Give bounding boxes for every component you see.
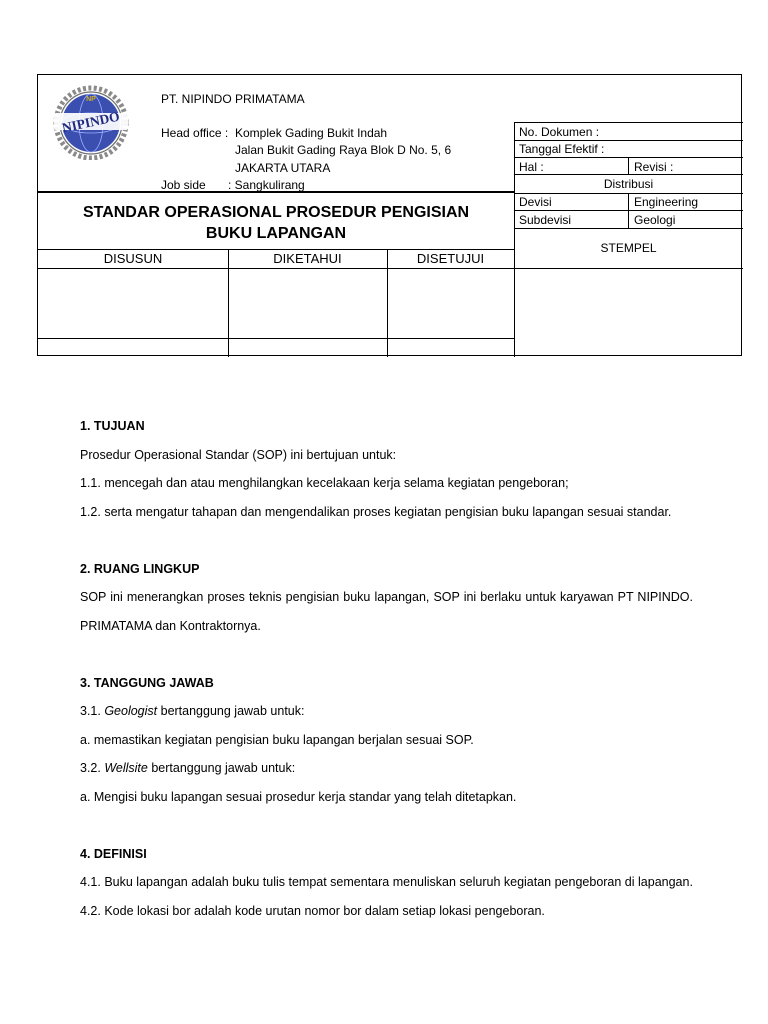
info-col-divider-1 (628, 157, 629, 174)
job-site-label: Job side (161, 178, 206, 192)
document-title (38, 202, 514, 244)
address-line-1: Komplek Gading Bukit Indah (235, 126, 388, 140)
subdevisi-value: Geologi (634, 213, 676, 227)
definisi-item-4-2: 4.2. Kode lokasi bor adalah kode urutan nomor bor dalam setiap lokasi pengeboran. (80, 903, 545, 918)
devisi-value: Engineering (634, 195, 699, 209)
signature-row-divider (38, 338, 514, 339)
title-bottom-divider (38, 249, 514, 250)
info-row-line-2 (514, 140, 743, 141)
info-row-line-4 (514, 174, 743, 175)
devisi-label: Devisi (519, 195, 552, 209)
stempel-label: STEMPEL (600, 241, 657, 255)
subdevisi-label: Subdevisi (519, 213, 572, 227)
address-line-3: JAKARTA UTARA (235, 161, 331, 175)
item-3-1-text: bertanggung jawab untuk: (157, 704, 305, 718)
item-3-2-number: 3.2. (80, 761, 105, 775)
item-3-2-text: bertanggung jawab untuk: (147, 761, 296, 775)
diketahui-header: DIKETAHUI (273, 251, 342, 266)
approval-header-divider (38, 268, 514, 269)
hal-label: Hal : (519, 160, 544, 174)
logo-initials: NP (86, 96, 96, 103)
job-site-value: : Sangkulirang (228, 178, 305, 192)
info-col-divider-2 (628, 193, 629, 228)
tujuan-intro: Prosedur Operasional Standar (SOP) ini bertujuan untuk: (80, 447, 397, 462)
document-body (80, 412, 693, 925)
tanggung-jawab-item-3-1 (80, 697, 693, 726)
address-line-2: Jalan Bukit Gading Raya Blok D No. 5, 6 (235, 143, 452, 157)
tujuan-item-1-2: 1.2. serta mengatur tahapan dan mengendalikan proses kegiatan pengisian buku lapangan sesuai standar. (80, 504, 672, 519)
revisi-label: Revisi : (634, 160, 674, 174)
geologist-role: Geologist (104, 704, 158, 718)
info-row-line-1 (514, 122, 743, 123)
section-ruang-lingkup-heading: 2. RUANG LINGKUP (80, 561, 200, 576)
tanggung-jawab-item-3-2-a: a. Mengisi buku lapangan sesuai prosedur kerja standar yang telah ditetapkan. (80, 789, 517, 804)
tanggung-jawab-item-3-1-a: a. memastikan kegiatan pengisian buku lapangan berjalan sesuai SOP. (80, 732, 474, 747)
disusun-header: DISUSUN (103, 251, 163, 266)
info-row-line-8 (514, 268, 743, 269)
document-header (37, 74, 742, 356)
section-definisi-heading: 4. DEFINISI (80, 846, 147, 861)
section-tanggung-jawab-heading: 3. TANGGUNG JAWAB (80, 675, 214, 690)
item-3-1-number: 3.1. (80, 704, 105, 718)
tanggung-jawab-item-3-2 (80, 754, 693, 783)
distribusi-label: Distribusi (603, 177, 654, 191)
tujuan-item-1-1: 1.1. mencegah dan atau menghilangkan kecelakaan kerja selama kegiatan pengeboran; (80, 476, 569, 490)
title-line-2: BUKU LAPANGAN (205, 225, 347, 242)
company-logo (52, 85, 130, 160)
wellsite-role: Wellsite (104, 761, 148, 775)
disetujui-header: DISETUJUI (416, 251, 485, 266)
info-row-line-7 (514, 228, 743, 229)
head-office-label: Head office : (161, 126, 229, 140)
ruang-lingkup-text: SOP ini menerangkan proses teknis pengisian buku lapangan, SOP ini berlaku untuk karyawan PT NIPINDO. PRIMATAMA dan Kontraktornya. (80, 590, 693, 633)
logo-wordmark: NIPINDO (60, 108, 121, 136)
tanggal-efektif-label: Tanggal Efektif : (519, 142, 605, 156)
section-tujuan-heading: 1. TUJUAN (80, 419, 145, 433)
company-name: PT. NIPINDO PRIMATAMA (161, 92, 305, 106)
definisi-item-4-1: 4.1. Buku lapangan adalah buku tulis tempat sementara menuliskan seluruh kegiatan pengeboran di lapangan. (80, 875, 693, 889)
title-line-1: STANDAR OPERASIONAL PROSEDUR PENGISIAN (82, 204, 470, 221)
no-dokumen-label: No. Dokumen : (519, 125, 600, 139)
